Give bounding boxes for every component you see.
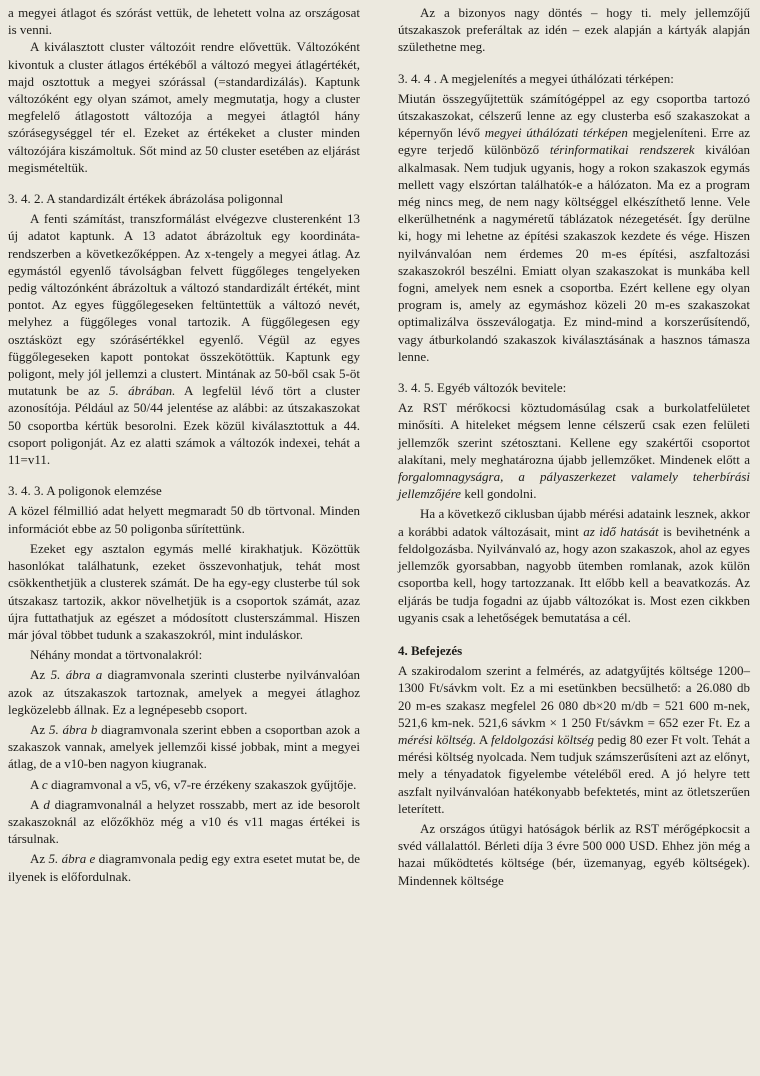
paragraph: Az 5. ábra b diagramvonala szerint ebben a csoportban azok a szakaszok vannak, amelyek jellemzői kissé jobbak, mint a megyei átlag, de a v10-ben nagyon kiugranak. [8,721,361,772]
paragraph: Ezeket egy asztalon egymás mellé kirakhatjuk. Közöttük hasonlókat találhatunk, ezeket összevonhatjuk, tehát most csökkenthetjük a clusterek számát. De ha egy-egy clusterbe túl sok útszakasz tartozik, akkor növelhetjük is a csoportok számát, azaz újra futtathatjuk az egészet a módosított clusterszámmal. Hiszen már jóval többet tudunk a szakaszokról, mint induláskor. [8,540,360,642]
paragraph: a megyei átlagot és szórást vettük, de lehetett volna az országosat is venni. [8,5,360,38]
paragraph: Miután összegyűjtettük számítógéppel az egy csoportba tartozó útszakaszokat, célszerű lenne az egy clusterba eső szakaszokat a képernyőn lévő megyei úthálózati térképen megjeleníteni. Erre az egyre terjedő különböző térinformatikai rendszerek kiválóan alkalmasak. Nem tudjuk ugyanis, hogy a rokon szakaszok egymás mellett vagy elszórtan találhatók-e a hálózaton. Ma ez a program még nincs meg, de nem nagy költséggel elkészíthető lenne. Vele elkerülhetnénk a nagyméretű táblázatok nézegetését. Így derülne ki, hogy mi lehetne az építési szakaszok kezdete és vége. Hiszen nyilvánvalóan nem érdemes 20 m-es építési, aszfaltozási szakaszokról beszélni. Emiatt olyan szakaszokat is munkába kell fogni, amelyek nem esnek a csoportba. Ezért kellene egy olyan program is, amely az egymáshoz közeli 20 m-es szakaszokat optimalizálva összeválogatja. Ez mind-mind a korszerűsítendő, vagy átburkolandó szakaszok kiválasztásának a hasznos támasza lenne. [398,90,751,364]
paragraph: A c diagramvonal a v5, v6, v7-re érzékeny szakaszok gyűjtője. [30,776,357,792]
section-heading: 3. 4. 2. A standardizált értékek ábrázolása poligonnal [8,191,284,207]
section-heading: 4. Befejezés [398,642,463,658]
paragraph: A d diagramvonalnál a helyzet rosszabb, mert az ide besorolt szakaszoknál az előzőkhöz még a v10 és v11 magas értékei is társulnak. [8,796,360,847]
paragraph: Ha a következő ciklusban újabb mérési adataink lesznek, akkor a korábbi adatok változásait, mint az idő hatását is bevihetnénk a feldolgozásba. Nyilvánvaló az, hogy azon szakaszok, ahol az egyes jellemzők gyorsabban, nagyobb ütemben romlanak, azok külön csoportba kell, hogy tartozzanak. Itt előbb kell a beavatkozás. Az eljárás be tudja fogadni az újabb változókat is. Most ezen cikkben ugyanis csak a lehetőségek bemutatása a cél. [398,506,750,625]
paragraph: Az a bizonyos nagy döntés – hogy ti. mely jellemzőjű útszakaszok preferáltak az idén – ezek alapján a kártyák alapján születhetne meg. [398,5,750,55]
left-column [8,4,360,885]
paragraph: A közel félmillió adat helyett megmaradt 50 db törtvonal. Minden információt ebbe az 50 poligonba sűrítettünk. [8,503,360,536]
paragraph: A szakirodalom szerint a felmérés, az adatgyűjtés költsége 1200–1300 Ft/sávkm volt. Ez a mi esetünkben becsülhető: a 26.080 db 20 m-es szakasz megfelel 26 080 db×20 m/db = 521 600 m-nek, 521,6 km-nek. 521,6 sávkm × 1 250 Ft/sávkm = 652 ezer Ft. Ez a mérési költség. A feldolgozási költség pedig 80 ezer Ft volt. Tehát a mérési költség nyolcada. Nem tudjuk számszerűsíteni azt az előnyt, mely a tényadatok figyelembe vételéből ered. A jó helyre tett aszfalt nyilvánvalóan hatékonyabb befektetés, mint az ötletszerűen leterített. [398,663,750,816]
paragraph: Az országos útügyi hatóságok bérlik az RST mérőgépkocsit a svéd vállalattól. Bérleti díja 3 évre 500 000 USD. Ehhez jön még a hazai működtetés költsége (bér, üzemanyag, egyéb költségek). Mindennek költsége [398,820,750,888]
section-heading: 3. 4. 3. A poligonok elemzése [8,483,162,499]
paragraph: A kiválasztott cluster változóit rendre elővettük. Változóként kivontuk a cluster átlagos értékéből a változó megyei átlagértékét, majd osztottuk a megyei szórással (=standardizálás). Kaptunk változóként egy olyan számot, amely megmutatja, hogy a cluster megfelelő átlagostott változója a megyei átlagtól hány szórásegységgel tér el. Ezeket az értékeket a cluster minden változójára kiszámoltuk. Sőt mind az 50 cluster esetében az eljárást megismételtük. [8,39,360,175]
paragraph: A fenti számítást, transzformálást elvégezve clusterenként 13 új adatot kaptunk. A 13 adatot ábrázoltuk egy koordináta-rendszerben a következőképpen. Az x-tengely a megyei átlag. Az egymástól egyenlő távolságban felvett függőleges tengelyeken pedig változónként ábrázoltuk a változó standardizált értékét, mint pontot. Az egyes függőlegeseken feltüntettük a változó nevét, melyhez a függőleges vonal tartozik. A függőlegesen egy osztásközt egy szórásértékkel egyenlő. Végül az egyes függőlegeseken kapott pontokat összekötöttük. Kaptunk egy poligont, mely jól jellemzi a clustert. Mintának az 50-ből csak 5-öt mutatunk be az 5. ábrában. A legfelül lévő tört a cluster azonosítója. Például az 50/44 jelentése az alábbi: az útszakaszokat 50 csoportba kértük besorolni. Ezek közül kiválasztottuk a 44. csoport poligonját. Az ez alatti számok a változók indexei, tehát a 11=v11. [8,211,361,468]
right-column [398,4,750,889]
section-heading: 3. 4. 5. Egyéb változók bevitele: [398,380,567,396]
paragraph: Az 5. ábra e diagramvonala pedig egy extra esetet mutat be, de ilyenek is előfordulnak. [8,851,360,884]
section-heading: 3. 4. 4 . A megjelenítés a megyei úthálózati térképen: [398,70,674,86]
paragraph: Az RST mérőkocsi köztudomásúlag csak a burkolatfelületet minősíti. A hiteleket mégsem lenne célszerű csak ezen felületi jellemzők szerint szétosztani. Kellene egy szakértői csoportot alakítani, mely meghatározna újabb jellemzőket. Mindenek előtt a forgalomnagyságra, a pályaszerkezet valamely teherbírási jellemzőjére kell gondolni. [398,400,750,502]
paragraph: Az 5. ábra a diagramvonala szerinti clusterbe nyilvánvalóan azok az útszakaszok tartoznak, amelyek a megyei átlaghoz legközelebb állnak. Ez a legnépesebb csoport. [8,667,361,717]
paragraph: Néhány mondat a törtvonalakról: [30,647,203,663]
